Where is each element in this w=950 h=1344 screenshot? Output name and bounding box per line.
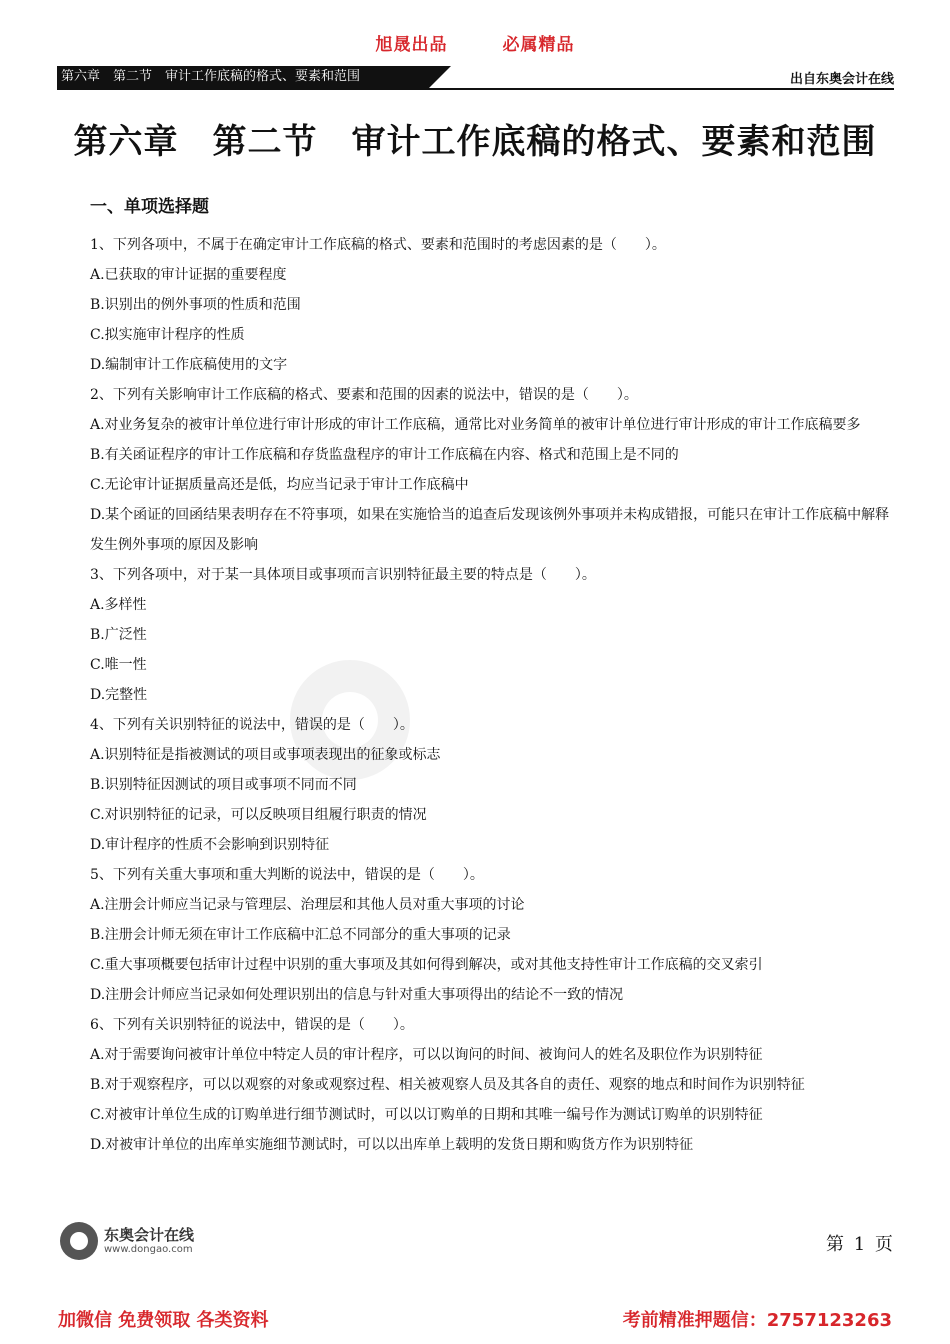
footer-promo-right: 考前精准押题信：2757123263: [622, 1310, 892, 1331]
question-3-option-c: C.唯一性: [90, 657, 147, 673]
question-5-option-c: C.重大事项概要包括审计过程中识别的重大事项及其如何得到解决，或对其他支持性审计工作底稿的交叉索引: [90, 957, 763, 973]
question-3-option-a: A.多样性: [90, 597, 147, 613]
question-3-stem: 3、下列各项中，对于某一具体项目或事项而言识别特征最主要的特点是（ ）。: [90, 567, 596, 583]
header-source: 出自东奥会计在线: [789, 72, 894, 87]
question-5-option-d: D.注册会计师应当记录如何处理识别出的信息与针对重大事项得出的结论不一致的情况: [90, 987, 624, 1003]
question-5-option-b: B.注册会计师无须在审计工作底稿中汇总不同部分的重大事项的记录: [90, 927, 511, 943]
question-6-option-b: B.对于观察程序，可以以观察的对象或观察过程、相关被观察人员及其各自的责任、观察的地点和时间作为识别特征: [90, 1077, 805, 1093]
question-6-option-c: C.对被审计单位生成的订购单进行细节测试时，可以以订购单的日期和其唯一编号作为测试订购单的识别特征: [90, 1107, 763, 1123]
top-banner: [0, 30, 950, 55]
question-4-option-d: D.审计程序的性质不会影响到识别特征: [90, 837, 330, 853]
title-chapter: 第六章: [73, 122, 179, 162]
header-breadcrumb: 第六章 第二节 审计工作底稿的格式、要素和范围: [57, 66, 429, 88]
page-number: 第 1 页: [826, 1234, 893, 1255]
question-1-stem: 1、下列各项中，不属于在确定审计工作底稿的格式、要素和范围时的考虑因素的是（ ）。: [90, 237, 666, 253]
question-list: [60, 230, 894, 1160]
header-tail-shape: [429, 66, 451, 88]
footer-logo-brand: 东奥会计在线: [104, 1226, 195, 1244]
question-1-option-a: A.已获取的审计证据的重要程度: [90, 267, 287, 283]
question-1-option-b: B.识别出的例外事项的性质和范围: [90, 297, 301, 313]
question-6-option-d: D.对被审计单位的出库单实施细节测试时，可以以出库单上载明的发货日期和购货方作为识别特征: [90, 1137, 694, 1153]
question-4-option-b: B.识别特征因测试的项目或事项不同而不同: [90, 777, 357, 793]
question-3-option-b: B.广泛性: [90, 627, 147, 643]
question-6-option-a: A.对于需要询问被审计单位中特定人员的审计程序，可以以询问的时间、被询问人的姓名及职位作为识别特征: [90, 1047, 763, 1063]
footer-logo: [60, 1222, 220, 1262]
question-4-stem: 4、下列有关识别特征的说法中，错误的是（ ）。: [90, 717, 414, 733]
title-topic: 审计工作底稿的格式、要素和范围: [351, 122, 877, 162]
question-5-option-a: A.注册会计师应当记录与管理层、治理层和其他人员对重大事项的讨论: [90, 897, 525, 913]
question-1-option-c: C.拟实施审计程序的性质: [90, 327, 245, 343]
header-bar: [57, 66, 894, 90]
footer-logo-url: www.dongao.com: [104, 1244, 193, 1255]
question-6-stem: 6、下列有关识别特征的说法中，错误的是（ ）。: [90, 1017, 414, 1033]
dongao-logo-icon: [60, 1222, 98, 1260]
question-1-option-d: D.编制审计工作底稿使用的文字: [90, 357, 288, 373]
question-5-stem: 5、下列有关重大事项和重大判断的说法中，错误的是（ ）。: [90, 867, 484, 883]
question-4-option-a: A.识别特征是指被测试的项目或事项表现出的征象或标志: [90, 747, 441, 763]
question-2-option-c: C.无论审计证据质量高还是低，均应当记录于审计工作底稿中: [90, 477, 469, 493]
banner-left: 旭晟出品: [375, 35, 448, 55]
footer-promo-left: 加微信 免费领取 各类资料: [58, 1310, 269, 1331]
question-2-stem: 2、下列有关影响审计工作底稿的格式、要素和范围的因素的说法中，错误的是（ ）。: [90, 387, 638, 403]
banner-right: 必属精品: [502, 35, 575, 55]
question-4-option-c: C.对识别特征的记录，可以反映项目组履行职责的情况: [90, 807, 427, 823]
section-title: 一、单项选择题: [90, 197, 209, 217]
question-2-option-a: A.对业务复杂的被审计单位进行审计形成的审计工作底稿，通常比对业务简单的被审计单位进行审计形成的审计工作底稿要多: [90, 417, 861, 433]
question-2-option-d: D.某个函证的回函结果表明存在不符事项，如果在实施恰当的追查后发现该例外事项并未构成错报，可能只在审计工作底稿中解释发生例外事项的原因及影响: [90, 507, 890, 553]
question-2-option-b: B.有关函证程序的审计工作底稿和存货监盘程序的审计工作底稿在内容、格式和范围上是不同的: [90, 447, 679, 463]
question-3-option-d: D.完整性: [90, 687, 148, 703]
page-title: [0, 114, 950, 163]
title-section: 第二节: [212, 122, 318, 162]
